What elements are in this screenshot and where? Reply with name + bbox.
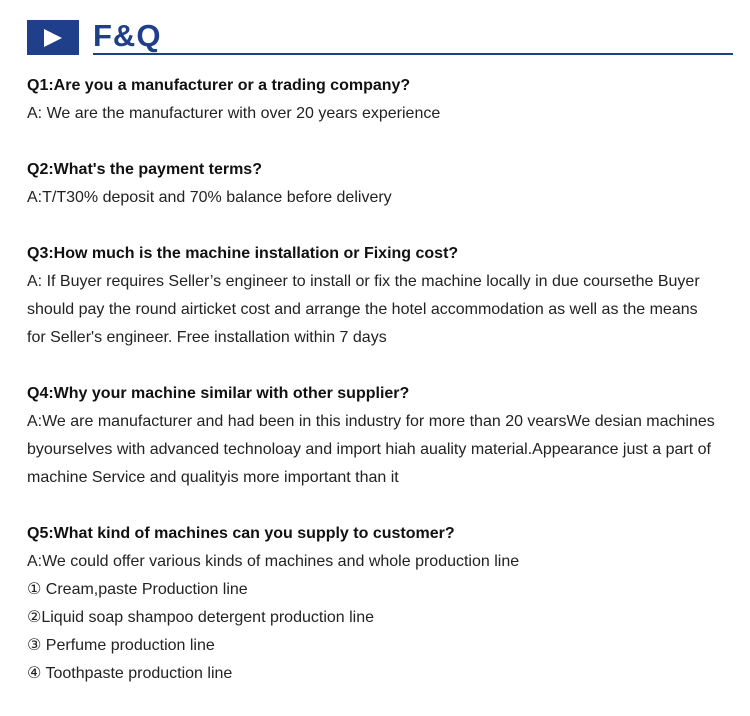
faq-answer <box>27 548 733 688</box>
faq-answer-line: A:We could offer various kinds of machines and whole production line <box>27 553 520 570</box>
faq-answer <box>27 100 733 128</box>
section-title: F&Q <box>93 18 162 53</box>
production-line-item: ②Liquid soap shampoo detergent production line <box>27 609 375 626</box>
faq-answer <box>27 184 733 212</box>
faq-answer-line: A: If Buyer requires Seller’s engineer to install or fix the machine locally in due coursethe Buyer <box>27 273 700 290</box>
faq-answer-line: for Seller's engineer. Free installation within 7 days <box>27 329 387 346</box>
faq-item-1 <box>27 72 733 128</box>
faq-answer-line: A: We are the manufacturer with over 20 years experience <box>27 105 441 122</box>
faq-question: Q1:Are you a manufacturer or a trading company? <box>27 77 411 94</box>
play-icon <box>44 29 62 47</box>
faq-answer <box>27 268 733 352</box>
faq-answer-line: machine Service and qualityis more important than it <box>27 469 399 486</box>
section-header <box>27 20 733 56</box>
faq-question: Q4:Why your machine similar with other supplier? <box>27 385 410 402</box>
faq-question: Q3:How much is the machine installation or Fixing cost? <box>27 245 459 262</box>
faq-item-5 <box>27 520 733 688</box>
faq-answer-line: should pay the round airticket cost and arrange the hotel accommodation as well as the means <box>27 301 698 318</box>
faq-answer-line: byourselves with advanced technoloay and import hiah auality material.Appearance just a part of <box>27 441 711 458</box>
title-underline <box>93 53 733 55</box>
faq-answer-line: A:We are manufacturer and had been in this industry for more than 20 vearsWe desian machines <box>27 413 715 430</box>
faq-item-4 <box>27 380 733 492</box>
faq-answer-line: A:T/T30% deposit and 70% balance before delivery <box>27 189 392 206</box>
production-line-item: ④ Toothpaste production line <box>27 665 233 682</box>
faq-question: Q2:What's the payment terms? <box>27 161 262 178</box>
faq-question: Q5:What kind of machines can you supply to customer? <box>27 525 455 542</box>
play-icon-box <box>27 20 79 55</box>
faq-answer <box>27 408 733 492</box>
faq-list <box>27 72 733 716</box>
production-line-item: ① Cream,paste Production line <box>27 581 248 598</box>
faq-item-2 <box>27 156 733 212</box>
faq-item-3 <box>27 240 733 352</box>
production-line-item: ③ Perfume production line <box>27 637 215 654</box>
